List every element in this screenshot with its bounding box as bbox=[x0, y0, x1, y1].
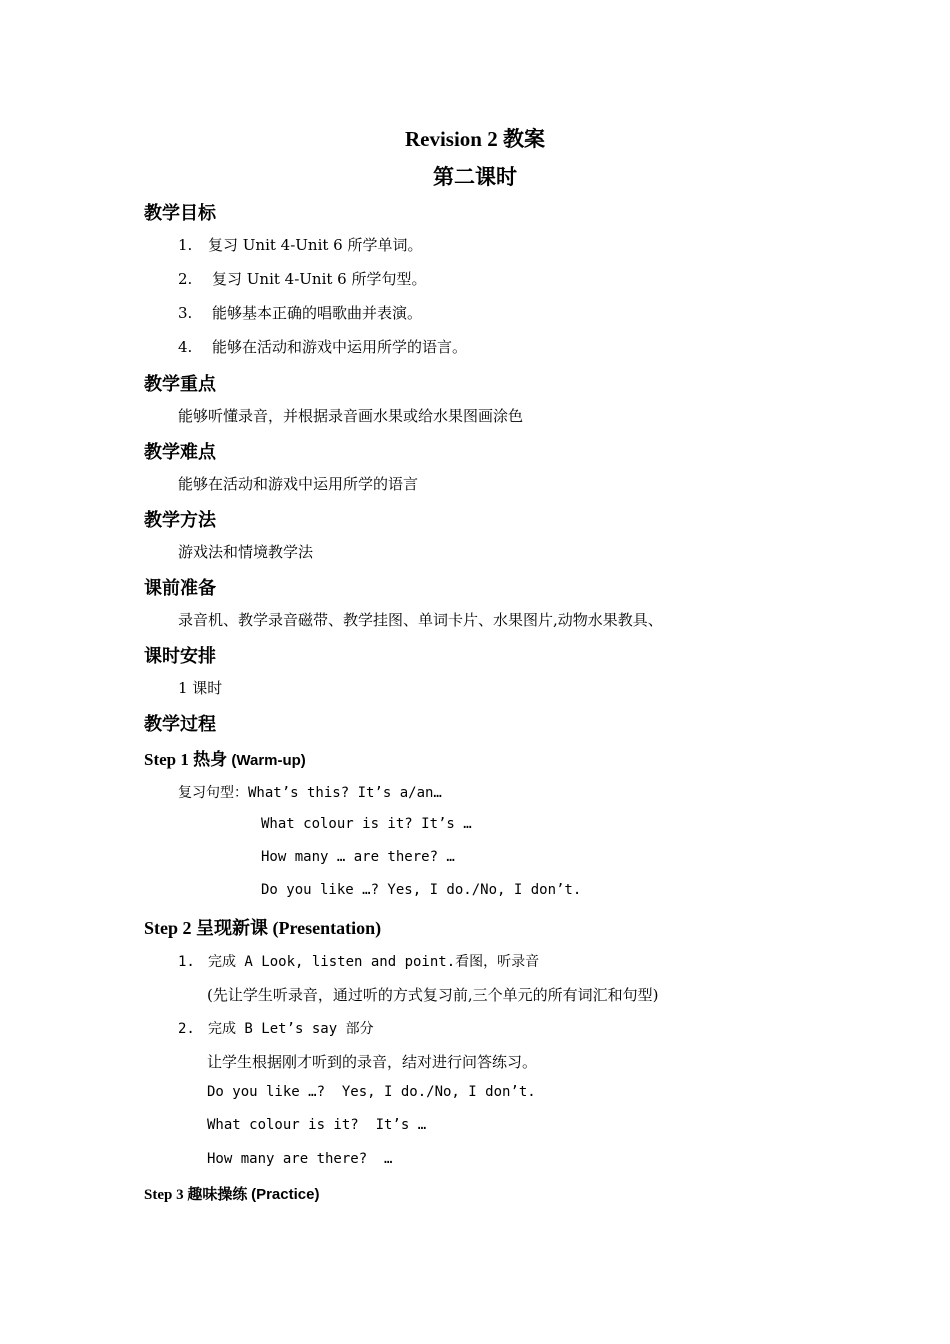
step2-note: 让学生根据刚才听到的录音，结对进行问答练习。 bbox=[207, 1053, 538, 1071]
step1-line: What colour is it? It’s … bbox=[261, 816, 472, 832]
preparation-heading: 课前准备 bbox=[144, 578, 216, 599]
methods-heading: 教学方法 bbox=[144, 510, 216, 531]
schedule-heading: 课时安排 bbox=[144, 646, 216, 667]
document-title: Revision 2 教案 bbox=[404, 127, 545, 151]
difficulties-text: 能够在活动和游戏中运用所学的语言 bbox=[178, 475, 419, 493]
step2-line: How many are there? … bbox=[207, 1151, 393, 1167]
objective-item: 2. 复习 Unit 4-Unit 6 所学句型。 bbox=[178, 270, 427, 288]
objectives-heading: 教学目标 bbox=[144, 203, 216, 224]
step1-line: 复习句型：What’s this? It’s a/an… bbox=[178, 785, 442, 801]
step2-note: (先让学生听录音，通过听的方式复习前,三个单元的所有词汇和句型) bbox=[207, 986, 659, 1004]
preparation-text: 录音机、教学录音磁带、教学挂图、单词卡片、水果图片,动物水果教具、 bbox=[178, 611, 663, 629]
objective-item: 4. 能够在活动和游戏中运用所学的语言。 bbox=[178, 338, 468, 356]
step2-line: Do you like …? Yes, I do./No, I don’t. bbox=[207, 1084, 536, 1100]
step3-heading: Step 3 趣味操练 (Practice) bbox=[144, 1186, 320, 1203]
methods-text: 游戏法和情境教学法 bbox=[178, 543, 314, 561]
step2-item: 1. 完成 A Look, listen and point.看图，听录音 bbox=[178, 954, 540, 970]
process-heading: 教学过程 bbox=[144, 714, 216, 735]
step2-heading: Step 2 呈现新课 (Presentation) bbox=[144, 918, 382, 938]
step2-line: What colour is it? It’s … bbox=[207, 1117, 427, 1133]
step1-heading: Step 1 热身 (Warm-up) bbox=[144, 750, 306, 769]
document-subtitle: 第二课时 bbox=[433, 165, 517, 189]
key-points-heading: 教学重点 bbox=[144, 374, 216, 395]
difficulties-heading: 教学难点 bbox=[144, 442, 216, 463]
step1-line: Do you like …? Yes, I do./No, I don’t. bbox=[261, 882, 582, 898]
step2-item: 2. 完成 B Let’s say 部分 bbox=[178, 1021, 374, 1037]
objective-item: 3. 能够基本正确的唱歌曲并表演。 bbox=[178, 304, 423, 322]
step1-line: How many … are there? … bbox=[261, 849, 455, 865]
schedule-text: 1 课时 bbox=[178, 679, 223, 697]
key-points-text: 能够听懂录音，并根据录音画水果或给水果图画涂色 bbox=[178, 407, 524, 425]
objective-item: 1. 复习 Unit 4-Unit 6 所学单词。 bbox=[178, 236, 423, 254]
